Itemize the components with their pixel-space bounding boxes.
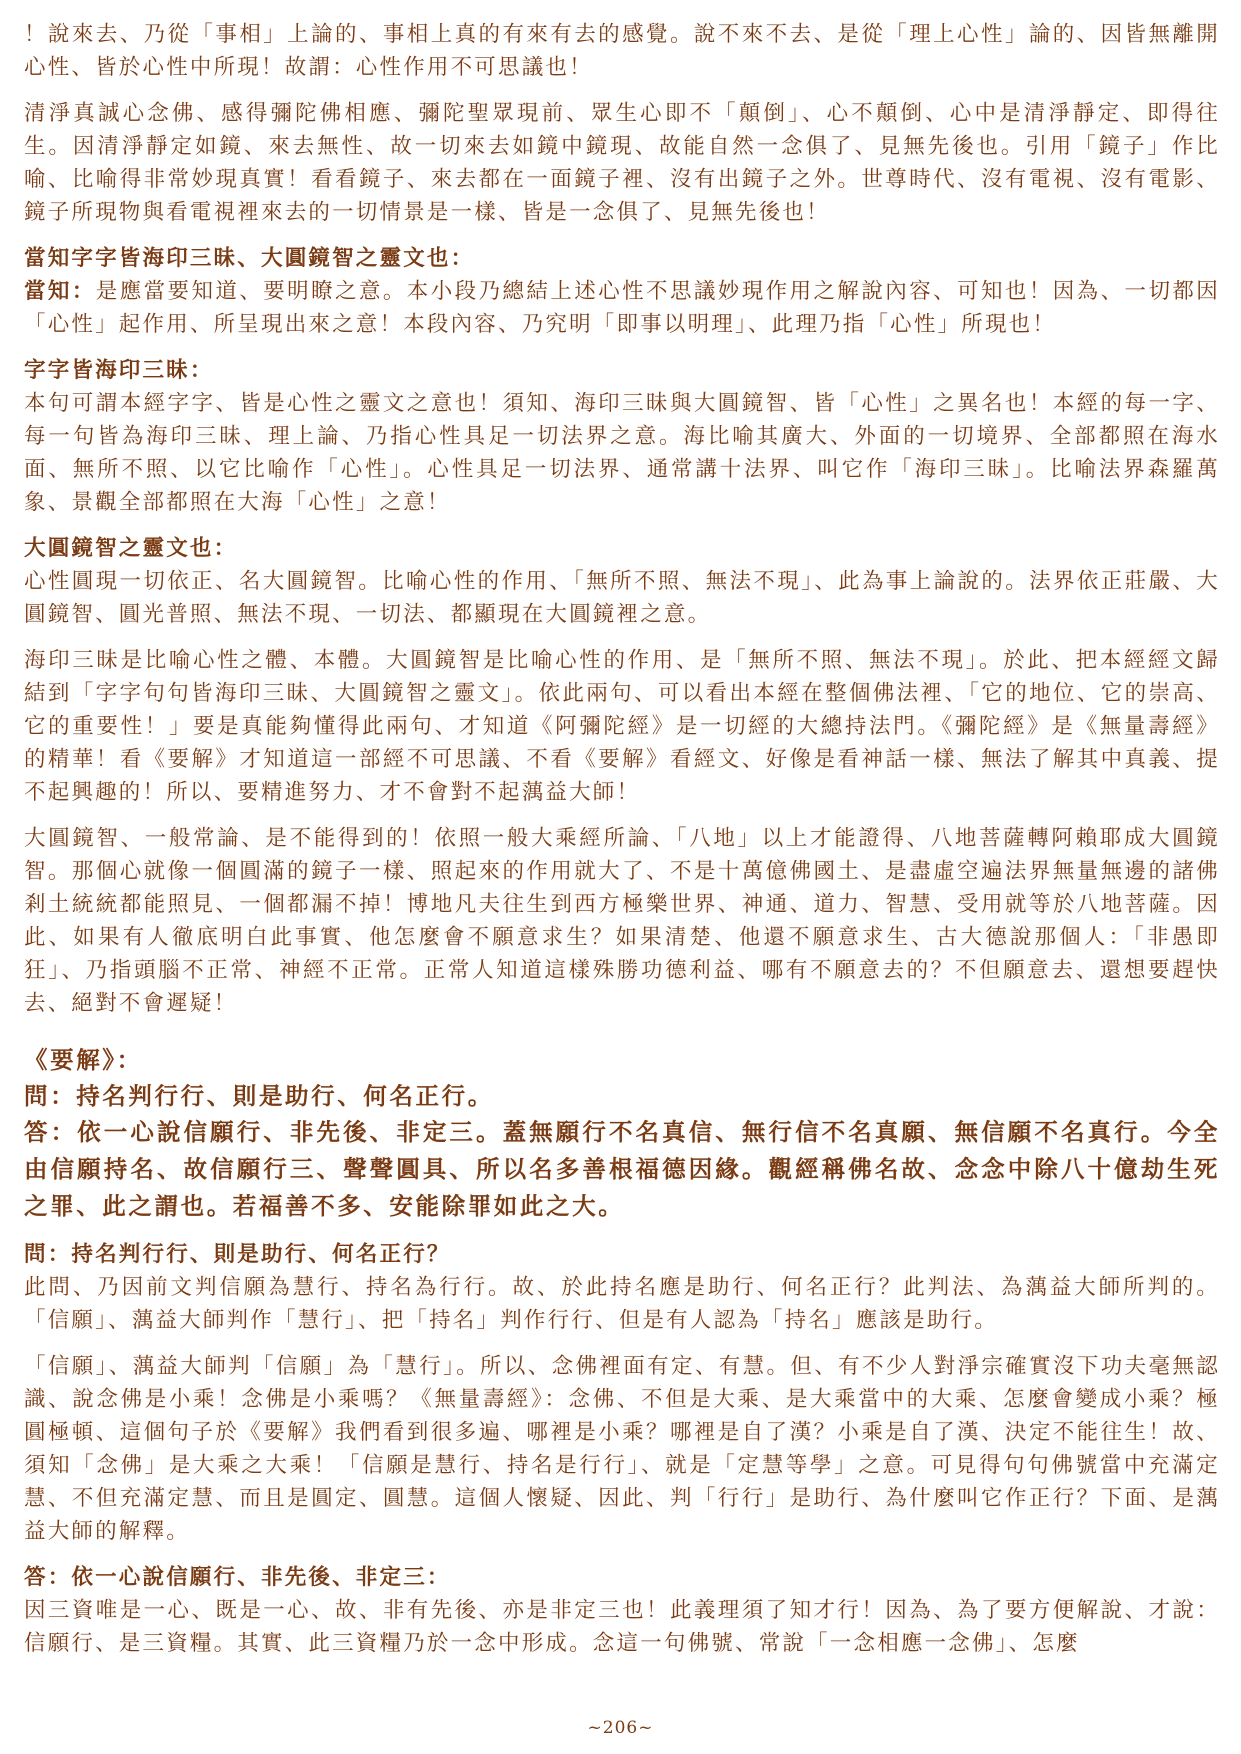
paragraph-8: 此問、乃因前文判信願為慧行、持名為行行。故、於此持名應是助行、何名正行？此判法、為蕅益大師所判的。「信願」、蕅益大師判作「慧行」、把「持名」判作行行、但是有人認為「持名」應該是助行。 bbox=[24, 1275, 1220, 1333]
paragraph-3-lead: 當知： bbox=[24, 279, 96, 304]
document-page bbox=[24, 18, 1220, 1673]
heading-answer: 答：依一心說信願行、非先後、非定三： bbox=[24, 1565, 451, 1590]
heading-haiyin: 字字皆海印三昧： bbox=[24, 358, 214, 383]
paragraph-4: 本句可謂本經字字、皆是心性之靈文之意也！須知、海印三昧與大圓鏡智、皆「心性」之異名也！本經的每一字、每一句皆為海印三昧、理上論、乃指心性具足一切法界之意。海比喻其廣大、外面的一切境界、全部都照在海水面、無所不照、以它比喻作「心性」。心性具足一切法界、通常講十法界、叫它作「海印三昧」。比喻法界森羅萬象、景觀全部都照在大海「心性」之意！ bbox=[24, 391, 1220, 515]
paragraph-3 bbox=[24, 275, 1220, 341]
paragraph-5: 心性圓現一切依正、名大圓鏡智。比喻心性的作用、「無所不照、無法不現」、此為事上論說的。法界依正莊嚴、大圓鏡智、圓光普照、無法不現、一切法、都顯現在大圓鏡裡之意。 bbox=[24, 569, 1220, 627]
page-number: ~206~ bbox=[587, 1718, 654, 1738]
yaojie-title: 《要解》： bbox=[24, 1046, 143, 1074]
paragraph-10: 因三資唯是一心、既是一心、故、非有先後、亦是非定三也！此義理須了知才行！因為、為了要方便解說、才說：信願行、是三資糧。其實、此三資糧乃於一念中形成。念這一句佛號、常說「一念相應一念佛」、怎麼 bbox=[24, 1598, 1220, 1656]
heading-question: 問：持名判行行、則是助行、何名正行？ bbox=[24, 1242, 451, 1267]
paragraph-1: ！說來去、乃從「事相」上論的、事相上真的有來有去的感覺。說不來不去、是從「理上心性」論的、因皆無離開心性、皆於心性中所現！故謂：心性作用不可思議也！ bbox=[24, 22, 1220, 80]
heading-dangzhi: 當知字字皆海印三昧、大圓鏡智之靈文也： bbox=[24, 246, 475, 271]
paragraph-6: 海印三昧是比喻心性之體、本體。大圓鏡智是比喻心性的作用、是「無所不照、無法不現」。於此、把本經經文歸結到「字字句句皆海印三昧、大圓鏡智之靈文」。依此兩句、可以看出本經在整個佛法裡、「它的地位、它的崇高、它的重要性！」要是真能夠懂得此兩句、才知道《阿彌陀經》是一切經的大總持法門。《彌陀經》是《無量壽經》的精華！看《要解》才知道這一部經不可思議、不看《要解》看經文、好像是看神話一樣、無法了解其中真義、提不起興趣的！所以、要精進努力、才不會對不起蕅益大師！ bbox=[24, 648, 1220, 805]
paragraph-9: 「信願」、蕅益大師判「信願」為「慧行」。所以、念佛裡面有定、有慧。但、有不少人對淨宗確實沒下功夫毫無認識、說念佛是小乘！念佛是小乘嗎？《無量壽經》：念佛、不但是大乘、是大乘當中的大乘、怎麼會變成小乘？極圓極頓、這個句子於《要解》我們看到很多遍、哪裡是小乘？哪裡是自了漢？小乘是自了漢、決定不能往生！故、須知「念佛」是大乘之大乘！「信願是慧行、持名是行行」、就是「定慧等學」之意。可見得句句佛號當中充滿定慧、不但充滿定慧、而且是圓定、圓慧。這個人懷疑、因此、判「行行」是助行、為什麼叫它作正行？下面、是蕅益大師的解釋。 bbox=[24, 1354, 1220, 1544]
yaojie-question: 問：持名判行行、則是助行、何名正行。 bbox=[24, 1082, 494, 1110]
yaojie-answer: 答：依一心說信願行、非先後、非定三。蓋無願行不名真信、無行信不名真願、無信願不名真行。今全由信願持名、故信願行三、聲聲圓具、所以名多善根福德因緣。觀經稱佛名故、念念中除八十億劫生死之罪、此之謂也。若福善不多、安能除罪如此之大。 bbox=[24, 1118, 1220, 1220]
heading-dayuanjing: 大圓鏡智之靈文也： bbox=[24, 536, 238, 561]
paragraph-7: 大圓鏡智、一般常論、是不能得到的！依照一般大乘經所論、「八地」以上才能證得、八地菩薩轉阿賴耶成大圓鏡智。那個心就像一個圓滿的鏡子一樣、照起來的作用就大了、不是十萬億佛國土、是盡虛空遍法界無量無邊的諸佛剎土統統都能照見、一個都漏不掉！博地凡夫往生到西方極樂世界、神通、道力、智慧、受用就等於八地菩薩。因此、如果有人徹底明白此事實、他怎麼會不願意求生？如果清楚、他還不願意求生、古大德說那個人：「非愚即狂」、乃指頭腦不正常、神經不正常。正常人知道這樣殊勝功德利益、哪有不願意去的？不但願意去、還想要趕快去、絕對不會遲疑！ bbox=[24, 826, 1220, 1016]
paragraph-3-body: 是應當要知道、要明瞭之意。本小段乃總結上述心性不思議妙現作用之解說內容、可知也！因為、一切都因「心性」起作用、所呈現出來之意！本段內容、乃究明「即事以明理」、此理乃指「心性」所現也！ bbox=[24, 279, 1220, 337]
paragraph-2: 清淨真誠心念佛、感得彌陀佛相應、彌陀聖眾現前、眾生心即不「顛倒」、心不顛倒、心中是清淨靜定、即得往生。因清淨靜定如鏡、來去無性、故一切來去如鏡中鏡現、故能自然一念俱了、見無先後也。引用「鏡子」作比喻、比喻得非常妙現真實！看看鏡子、來去都在一面鏡子裡、沒有出鏡子之外。世尊時代、沒有電視、沒有電影、鏡子所現物與看電視裡來去的一切情景是一樣、皆是一念俱了、見無先後也！ bbox=[24, 101, 1220, 225]
